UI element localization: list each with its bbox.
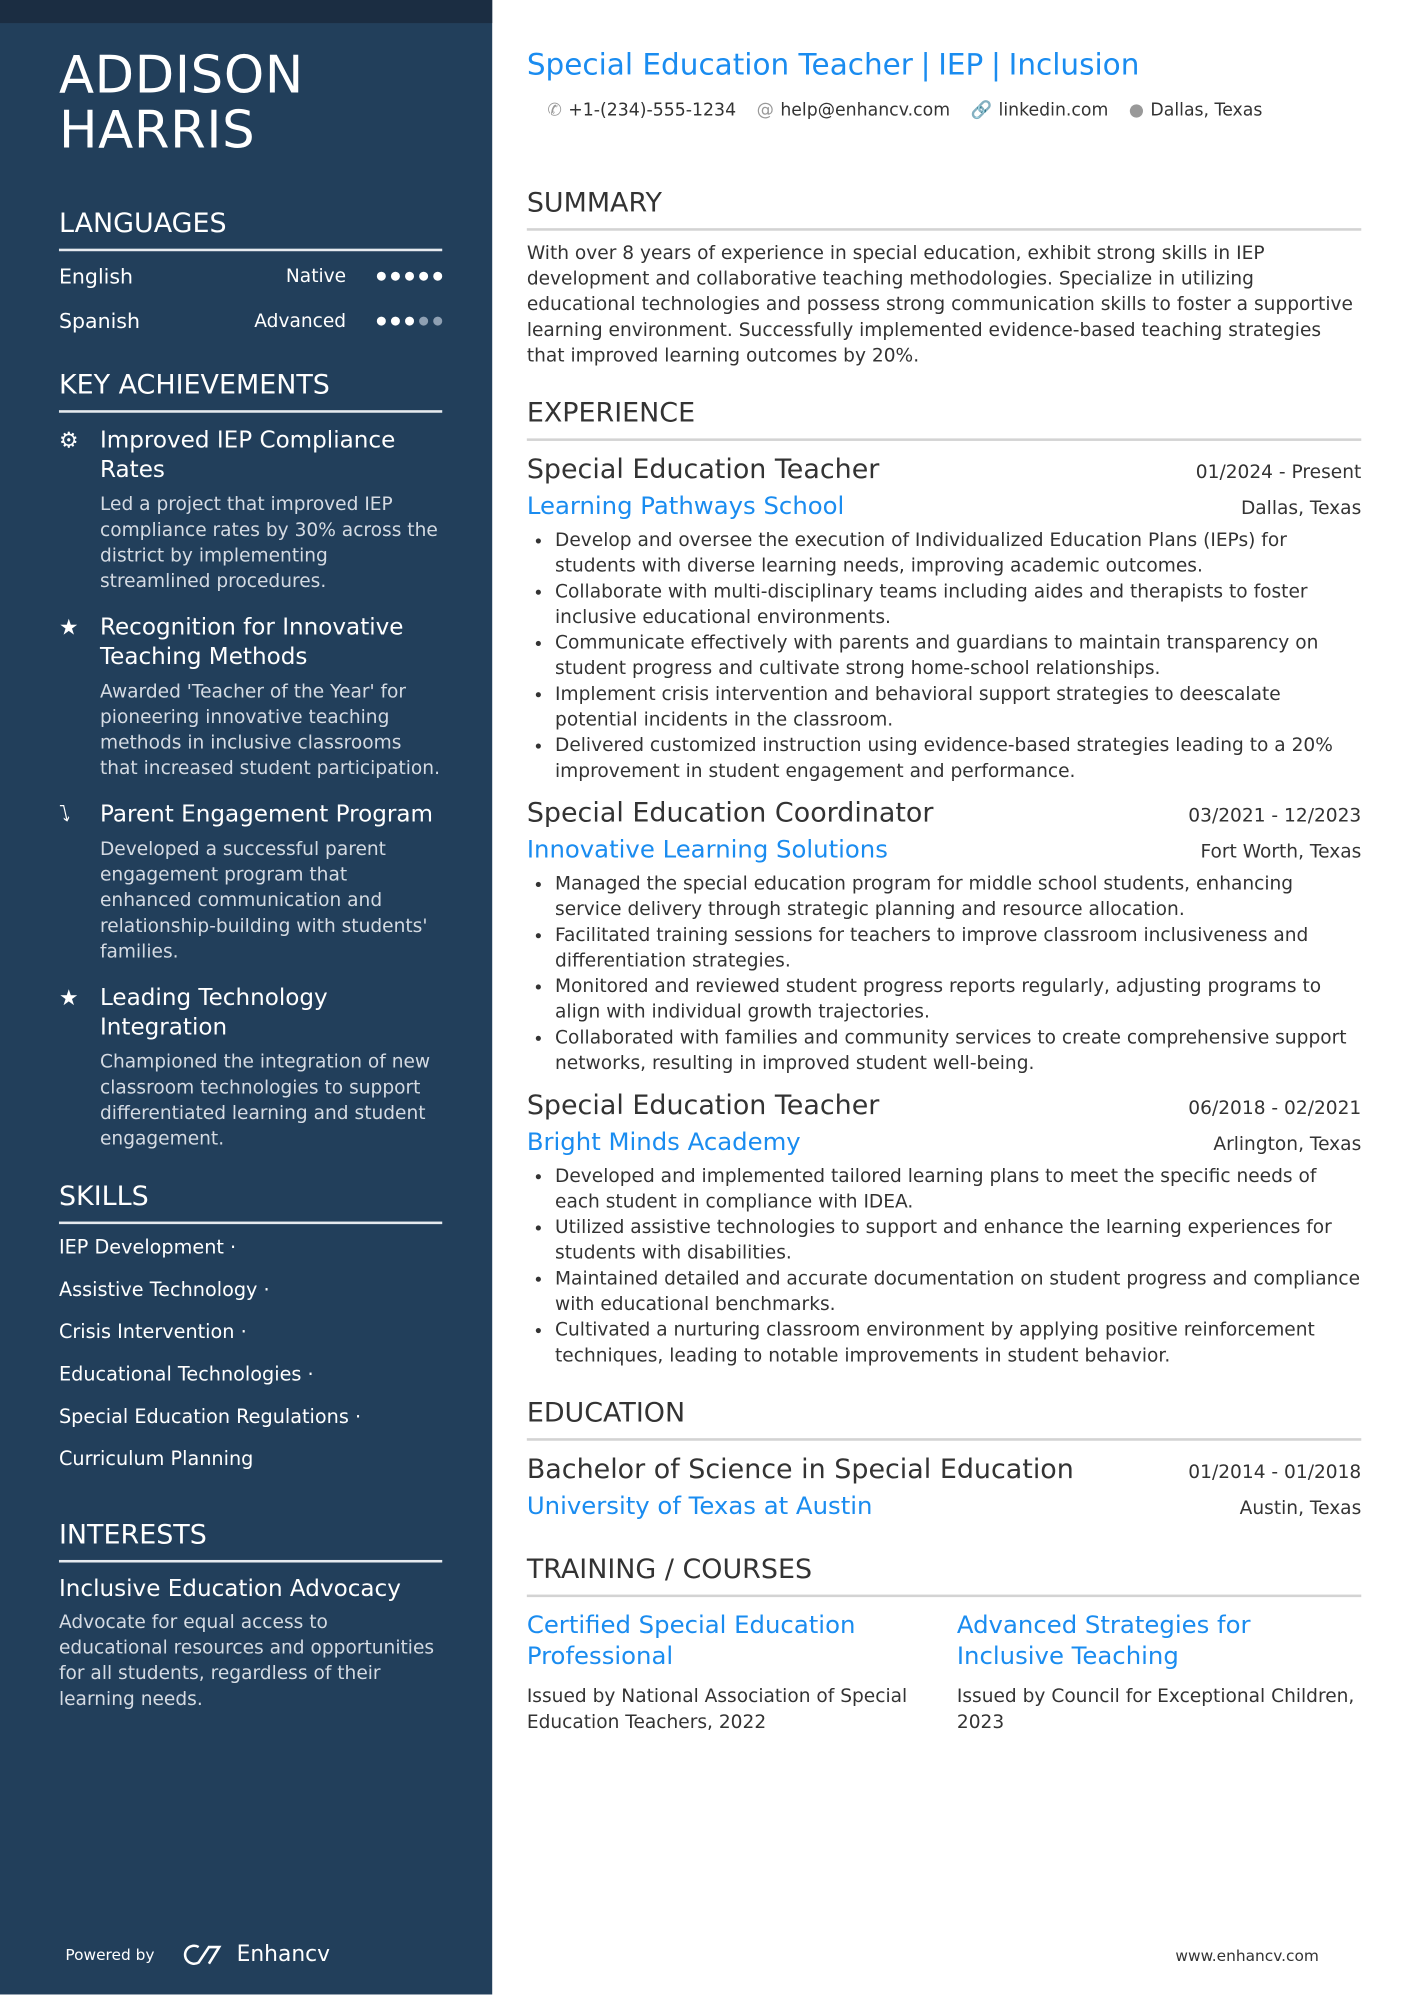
enhancv-logo[interactable] <box>180 1942 330 1968</box>
award-icon: ⚙ <box>58 428 79 454</box>
phone-text: +1-(234)-555-1234 <box>568 99 737 121</box>
location-pin-icon: ● <box>1128 99 1144 121</box>
link-icon: 🔗 <box>970 99 993 121</box>
achievement-desc: Developed a successful parent engagement program that enhanced communication and relationship-building with students' families. <box>99 839 428 963</box>
footer-url[interactable]: www.enhancv.com <box>1175 1947 1319 1965</box>
interests-heading: INTERESTS <box>59 1519 442 1563</box>
education-dates: 01/2014 - 01/2018 <box>1188 1462 1362 1484</box>
enhancv-logo-icon <box>180 1942 226 1968</box>
skills-list <box>59 1227 442 1481</box>
language-item <box>59 299 442 344</box>
language-dots <box>377 272 442 281</box>
headline-tag: IEP <box>938 48 984 83</box>
achievement-title: Improved IEP Compliance Rates <box>99 426 396 484</box>
job-location: Fort Worth, Texas <box>1200 842 1362 863</box>
course-desc: Issued by Council for Exceptional Children, 2023 <box>956 1686 1355 1733</box>
achievement-title: Leading Technology Integration <box>99 984 328 1041</box>
job-bullets <box>527 1164 1361 1369</box>
job-bullet: • Managed the special education program for middle school students, enhancing service delivery through strategic planning and resource allocation. <box>555 872 1361 923</box>
star-icon: ★ <box>58 615 79 641</box>
job-location: Arlington, Texas <box>1213 1134 1362 1155</box>
email-link[interactable]: help@enhancv.com <box>780 99 951 121</box>
job-bullet: • Collaborate with multi-disciplinary teams including aides and therapists to foster inclusive educational environments. <box>555 579 1361 630</box>
powered-by-label: Powered by <box>65 1945 155 1964</box>
achievement-title: Parent Engagement Program <box>99 801 434 829</box>
phone-icon: ✆ <box>547 99 562 121</box>
school: University of Texas at Austin <box>526 1492 873 1521</box>
headline-tag: Inclusion <box>1008 48 1140 83</box>
job-bullets <box>527 528 1361 784</box>
achievement-item <box>59 800 442 965</box>
summary-text: With over 8 years of experience in special education, exhibit strong skills in IEP development and collaborative teaching methodologies. Specialize in utilizing educational technologies and possess strong communication skills to foster a supportive learning environment. Successfully implemented evidence-based teaching strategies that improved learning outcomes by 20%. <box>526 243 1353 367</box>
job-title: Special Education Teacher <box>526 453 880 485</box>
interest-desc: Advocate for equal access to educational resources and opportunities for all students, regardless of their learning needs. <box>58 1612 435 1710</box>
sidebar <box>0 0 492 1994</box>
languages-heading: LANGUAGES <box>59 208 442 252</box>
course-title: Certified Special Education Professional <box>526 1611 856 1671</box>
main-content <box>527 49 1361 1736</box>
company-name: Innovative Learning Solutions <box>526 835 888 864</box>
language-level: Advanced <box>254 310 347 332</box>
company-name: Learning Pathways School <box>526 492 845 521</box>
courses-list <box>527 1610 1361 1736</box>
contact-linkedin[interactable] <box>971 100 1109 121</box>
job-bullet: • Maintained detailed and accurate documentation on student progress and compliance with educational benchmarks. <box>555 1266 1361 1317</box>
job-dates: 03/2021 - 12/2023 <box>1188 806 1362 827</box>
course-title: Advanced Strategies for Inclusive Teaching <box>956 1611 1251 1671</box>
job-bullet: • Developed and implemented tailored learning plans to meet the specific needs of each student in compliance with IDEA. <box>555 1164 1361 1215</box>
job-bullet: • Collaborated with families and community services to create comprehensive support networks, resulting in improved student well-being. <box>555 1025 1361 1076</box>
education-heading: EDUCATION <box>527 1397 1361 1441</box>
course-item <box>957 1610 1361 1736</box>
achievement-item <box>59 613 442 782</box>
star-icon: ★ <box>58 985 79 1012</box>
achievement-desc: Championed the integration of new classroom technologies to support differentiated learning and student engagement. <box>99 1052 431 1150</box>
contact-location <box>1129 100 1263 121</box>
language-dots <box>377 317 442 326</box>
language-name: English <box>58 264 134 289</box>
job-bullet: • Implement crisis intervention and behavioral support strategies to deescalate potential incidents in the classroom. <box>555 682 1361 733</box>
skill-item: Assistive Technology · <box>58 1277 270 1302</box>
language-name: Spanish <box>58 308 140 334</box>
achievement-desc: Led a project that improved IEP compliance rates by 30% across the district by implementing streamlined procedures. <box>99 494 438 593</box>
name-first: ADDISON <box>58 46 304 106</box>
skill-item: Crisis Intervention · <box>58 1320 247 1344</box>
course-desc: Issued by National Association of Special Education Teachers, 2022 <box>526 1686 908 1733</box>
job-bullet: • Communicate effectively with parents and guardians to maintain transparency on student progress and cultivate strong home-school relationships. <box>555 631 1361 682</box>
skill-item: Educational Technologies · <box>58 1362 314 1386</box>
achievements-heading: KEY ACHIEVEMENTS <box>59 369 442 413</box>
brand-name: Enhancv <box>236 1941 331 1968</box>
skill-item: Special Education Regulations · <box>58 1404 362 1428</box>
training-heading: TRAINING / COURSES <box>527 1554 1361 1598</box>
experience-heading: EXPERIENCE <box>527 397 1361 441</box>
company-name: Bright Minds Academy <box>526 1127 801 1157</box>
job-item <box>527 454 1361 785</box>
headline: Special Education Teacher | IEP | Inclusion <box>526 48 1140 83</box>
top-strip <box>0 0 492 23</box>
job-item <box>527 797 1361 1076</box>
skills-heading: SKILLS <box>59 1181 442 1225</box>
contact-email[interactable] <box>757 100 950 121</box>
job-bullet: • Cultivated a nurturing classroom environment by applying positive reinforcement techniques, leading to notable improvements in student behavior. <box>555 1318 1361 1369</box>
headline-role: Special Education Teacher <box>526 48 913 83</box>
contact-row <box>527 100 1361 121</box>
at-icon: @ <box>756 99 774 121</box>
achievement-item <box>59 426 442 595</box>
summary-heading: SUMMARY <box>527 187 1361 231</box>
languages-list <box>59 254 442 344</box>
achievement-desc: Awarded 'Teacher of the Year' for pioneering innovative teaching methods in inclusive classrooms that increased student participation. <box>99 681 440 780</box>
job-title: Special Education Coordinator <box>526 797 934 829</box>
achievement-item <box>59 983 442 1152</box>
job-dates: 01/2024 - Present <box>1195 462 1362 484</box>
bolt-icon: ⭝ <box>58 802 71 829</box>
job-bullet: • Delivered customized instruction using evidence-based strategies leading to a 20% improvement in student engagement and performance. <box>555 733 1361 784</box>
job-item <box>527 1090 1361 1369</box>
skill-item: Curriculum Planning <box>58 1447 254 1471</box>
course-item <box>527 1610 931 1736</box>
contact-phone <box>547 100 736 121</box>
language-level: Native <box>285 265 347 287</box>
job-title: Special Education Teacher <box>526 1089 880 1121</box>
job-bullet: • Utilized assistive technologies to support and enhance the learning experiences for students with disabilities. <box>555 1215 1361 1266</box>
candidate-name <box>58 46 442 161</box>
powered-by <box>65 1942 330 1968</box>
name-last: HARRIS <box>58 101 256 161</box>
education-location: Austin, Texas <box>1239 1498 1362 1519</box>
job-bullet: • Develop and oversee the execution of Individualized Education Plans (IEPs) for students with diverse learning needs, improving academic outcomes. <box>555 528 1361 579</box>
skill-item: IEP Development · <box>58 1235 237 1259</box>
degree: Bachelor of Science in Special Education <box>526 1453 1074 1485</box>
location-text: Dallas, Texas <box>1150 99 1263 121</box>
job-bullet: • Monitored and reviewed student progress reports regularly, adjusting programs to align with individual growth trajectories. <box>555 974 1361 1025</box>
education-item <box>527 1454 1361 1521</box>
job-bullet: • Facilitated training sessions for teachers to improve classroom inclusiveness and differentiation strategies. <box>555 923 1361 974</box>
linkedin-link[interactable]: linkedin.com <box>998 99 1109 121</box>
interest-title: Inclusive Education Advocacy <box>58 1575 401 1603</box>
language-item <box>59 254 442 299</box>
achievement-title: Recognition for Innovative Teaching Methods <box>99 613 404 671</box>
job-dates: 06/2018 - 02/2021 <box>1188 1098 1362 1120</box>
job-bullets <box>527 872 1361 1077</box>
job-location: Dallas, Texas <box>1240 498 1362 520</box>
